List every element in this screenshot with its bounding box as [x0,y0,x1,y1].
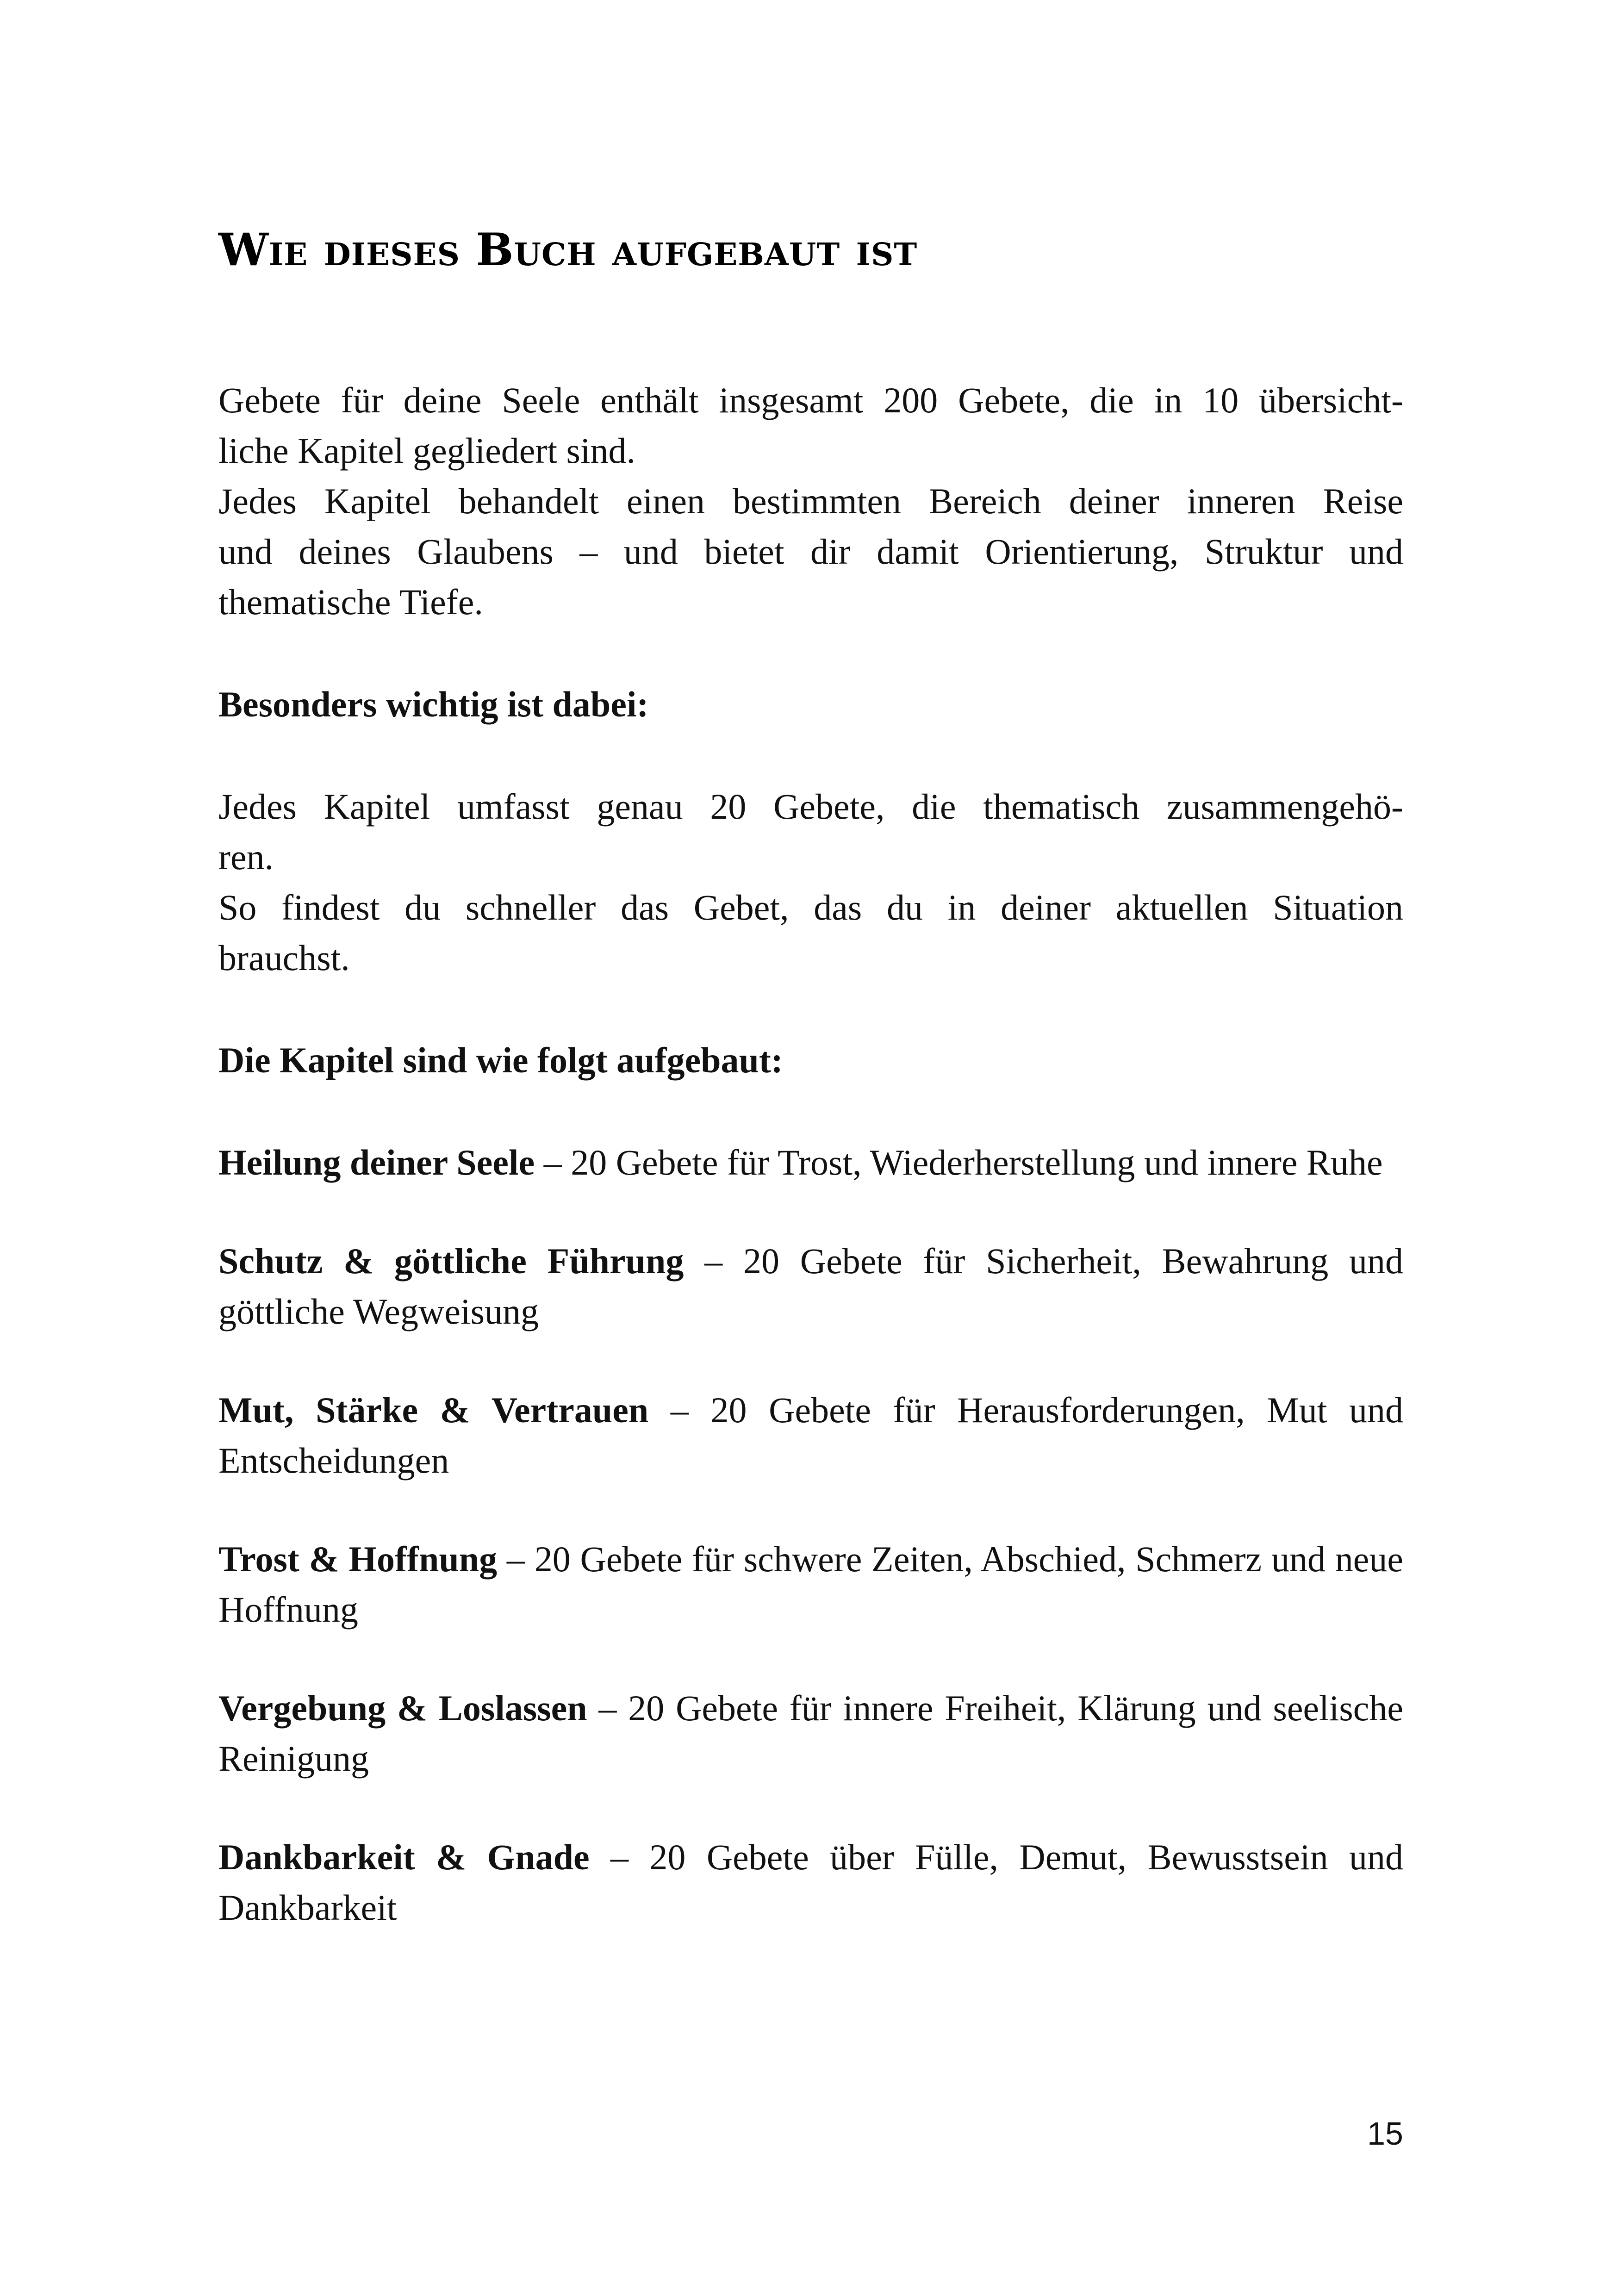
important-line: brauchst. [218,938,350,978]
important-label: Besonders wichtig ist dabei: [218,684,649,724]
page-number: 15 [1367,2116,1403,2152]
chapter-item [218,1137,1403,1188]
chapter-item [218,1385,1403,1486]
chapter-name: Trost & Hoffnung [218,1539,498,1579]
chapter-name: Dankbarkeit & Gnade [218,1837,590,1877]
chapter-name: Mut, Stärke & Vertrauen [218,1390,649,1430]
intro-line: Gebete für deine Seele enthält insgesamt 200 Gebete, die in 10 übersicht- [218,380,1403,420]
intro-line: und deines Glaubens – und bietet dir damit Orientierung, Struktur und [218,531,1403,572]
important-line: So findest du schneller das Gebet, das du in deiner aktuellen Situation [218,887,1403,927]
chapter-name: Vergebung & Loslassen [218,1688,587,1728]
page-heading: Wie dieses Buch aufgebaut ist [218,224,918,276]
chapter-description: – 20 Gebete für innere Freiheit, Klärung und seelische Reinigung [218,1688,1403,1779]
chapter-description: – 20 Gebete für schwere Zeiten, Abschied, Schmerz und neue Hoffnung [218,1539,1403,1630]
chapter-description: – 20 Gebete für Herausforderungen, Mut und Entscheidungen [218,1390,1403,1481]
chapter-description: – 20 Gebete für Trost, Wiederherstellung und innere Ruhe [535,1142,1383,1182]
chapter-list [218,1137,1403,1933]
chapter-name: Schutz & göttliche Führung [218,1241,684,1281]
intro-line: liche Kapitel gegliedert sind. [218,430,636,471]
intro-line: thematische Tiefe. [218,582,483,622]
chapter-item [218,1683,1403,1784]
intro-paragraph [218,375,1403,627]
important-paragraph [218,781,1403,983]
chapter-item [218,1534,1403,1635]
chapter-item [218,1832,1403,1933]
chapter-item [218,1236,1403,1337]
chapters-label: Die Kapitel sind wie folgt aufgebaut: [218,1040,783,1080]
chapter-description: – 20 Gebete für Sicherheit, Bewahrung und göttliche Wegweisung [218,1241,1403,1332]
chapter-name: Heilung deiner Seele [218,1142,535,1182]
important-line: Jedes Kapitel umfasst genau 20 Gebete, die thematisch zusammengehö- [218,786,1403,827]
important-line: ren. [218,837,274,877]
intro-line: Jedes Kapitel behandelt einen bestimmten Bereich deiner inneren Reise [218,481,1403,521]
chapter-description: – 20 Gebete über Fülle, Demut, Bewusstsein und Dankbarkeit [218,1837,1403,1928]
page-content [218,218,1403,1981]
